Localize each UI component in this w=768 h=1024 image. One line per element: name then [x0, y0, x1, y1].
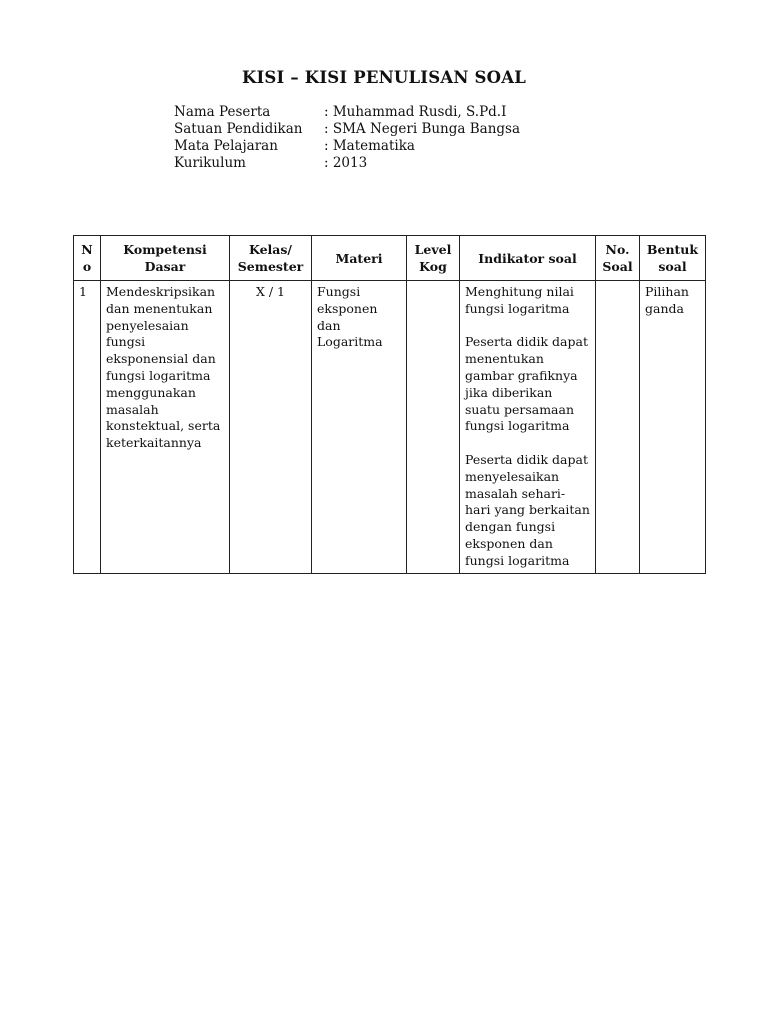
- meta-row-satuan-pendidikan: [174, 121, 520, 138]
- table-header-row: [74, 236, 706, 281]
- cell-no-soal: [596, 281, 640, 574]
- header-kelas-line1: Kelas/: [249, 242, 292, 257]
- meta-value: : 2013: [324, 155, 368, 171]
- indikator-item: Peserta didik dapat menentukan gambar grafiknya jika diberikan suatu persamaan fungsi logaritma: [465, 334, 588, 434]
- meta-value: : Matematika: [324, 138, 415, 154]
- cell-bentuk-soal: Pilihan ganda: [640, 281, 706, 574]
- meta-label: Satuan Pendidikan: [174, 121, 303, 137]
- document-title: KISI – KISI PENULISAN SOAL: [241, 68, 527, 87]
- meta-row-kurikulum: [174, 155, 520, 172]
- header-materi: Materi: [312, 236, 407, 281]
- header-indikator-soal: Indikator soal: [460, 236, 596, 281]
- header-bentuk-line1: Bentuk: [646, 242, 699, 257]
- header-level-line2: Kog: [419, 259, 447, 274]
- header-bentuk-line2: soal: [658, 259, 687, 274]
- header-no-line1: N: [81, 242, 93, 257]
- header-nosoal-line1: No.: [605, 242, 630, 257]
- header-level-kog: [407, 236, 460, 281]
- header-kelas-semester: [230, 236, 312, 281]
- meta-value: : Muhammad Rusdi, S.Pd.I: [324, 104, 507, 120]
- meta-row-nama-peserta: [174, 104, 520, 121]
- header-kompetensi-line2: Dasar: [144, 259, 186, 274]
- kisi-table: [73, 235, 706, 574]
- header-no-line2: o: [82, 259, 92, 274]
- header-level-line1: Level: [414, 242, 452, 257]
- header-no: [74, 236, 101, 281]
- table-row: [74, 281, 706, 574]
- header-kelas-line2: Semester: [237, 259, 304, 274]
- cell-no: 1: [74, 281, 101, 574]
- meta-info: [174, 104, 520, 172]
- cell-kompetensi-dasar: Mendeskripsikan dan menentukan penyelesaian fungsi eksponensial dan fungsi logaritma menggunakan masalah konstektual, serta keterkaitannya: [101, 281, 230, 574]
- meta-value: : SMA Negeri Bunga Bangsa: [324, 121, 521, 137]
- indikator-item: Peserta didik dapat menyelesaikan masalah sehari-hari yang berkaitan dengan fungsi eksponen dan fungsi logaritma: [465, 451, 590, 568]
- header-kompetensi-dasar: [101, 236, 230, 281]
- meta-label: Nama Peserta: [174, 104, 271, 120]
- cell-level-kog: [407, 281, 460, 574]
- header-no-soal: [596, 236, 640, 281]
- header-nosoal-line2: Soal: [602, 259, 633, 274]
- indikator-item: Menghitung nilai fungsi logaritma: [465, 284, 574, 316]
- cell-materi: Fungsi eksponen dan Logaritma: [312, 281, 407, 574]
- meta-row-mata-pelajaran: [174, 138, 520, 155]
- header-kompetensi-line1: Kompetensi: [123, 242, 207, 257]
- meta-label: Mata Pelajaran: [174, 138, 278, 154]
- cell-kelas-semester: X / 1: [230, 281, 312, 574]
- meta-label: Kurikulum: [174, 155, 246, 171]
- header-bentuk-soal: [640, 236, 706, 281]
- cell-indikator-soal: [460, 281, 596, 574]
